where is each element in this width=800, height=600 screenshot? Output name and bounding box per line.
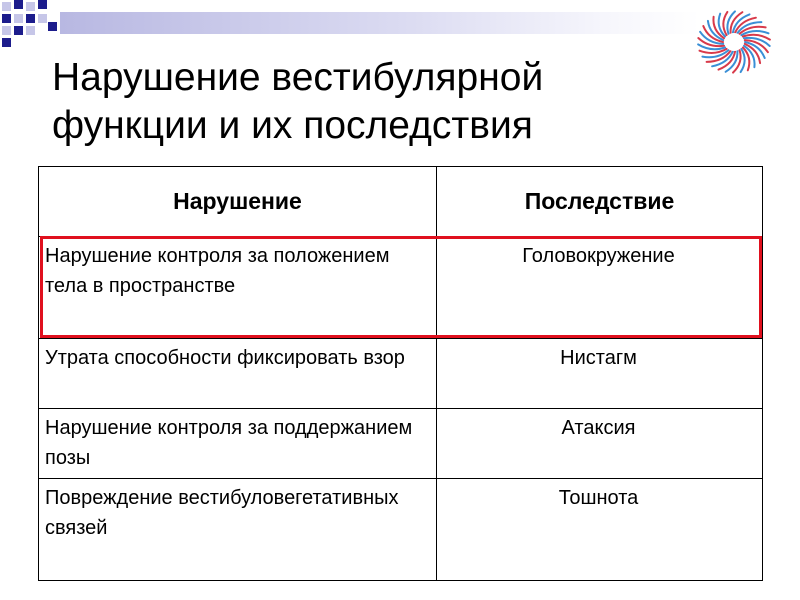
spiral-logo-icon: [682, 2, 792, 82]
square-grid-icon: [2, 0, 57, 47]
disorder-cell: Утрата способности фиксировать взор: [39, 339, 437, 409]
disorder-cell: Нарушение контроля за поддержанием позы: [39, 409, 437, 479]
table-header-row: [39, 167, 763, 237]
disorder-cell: Повреждение вестибуловегетативных связей: [39, 479, 437, 581]
consequence-cell: Атаксия: [437, 409, 763, 479]
disorder-cell: Нарушение контроля за положением тела в пространстве: [39, 237, 437, 339]
table-row: [39, 237, 763, 339]
column-header-disorder: Нарушение: [39, 167, 437, 237]
table-row: [39, 409, 763, 479]
disorders-table: [38, 166, 763, 581]
consequence-cell: Нистагм: [437, 339, 763, 409]
page-title: [52, 54, 672, 150]
consequence-cell: Головокружение: [437, 237, 763, 339]
column-header-consequence: Последствие: [437, 167, 763, 237]
title-line-1: Нарушение вестибулярной: [52, 56, 544, 99]
consequence-cell: Тошнота: [437, 479, 763, 581]
header-decoration: [0, 0, 800, 50]
table-row: [39, 479, 763, 581]
title-line-2: функции и их последствия: [52, 104, 533, 147]
table-row: [39, 339, 763, 409]
